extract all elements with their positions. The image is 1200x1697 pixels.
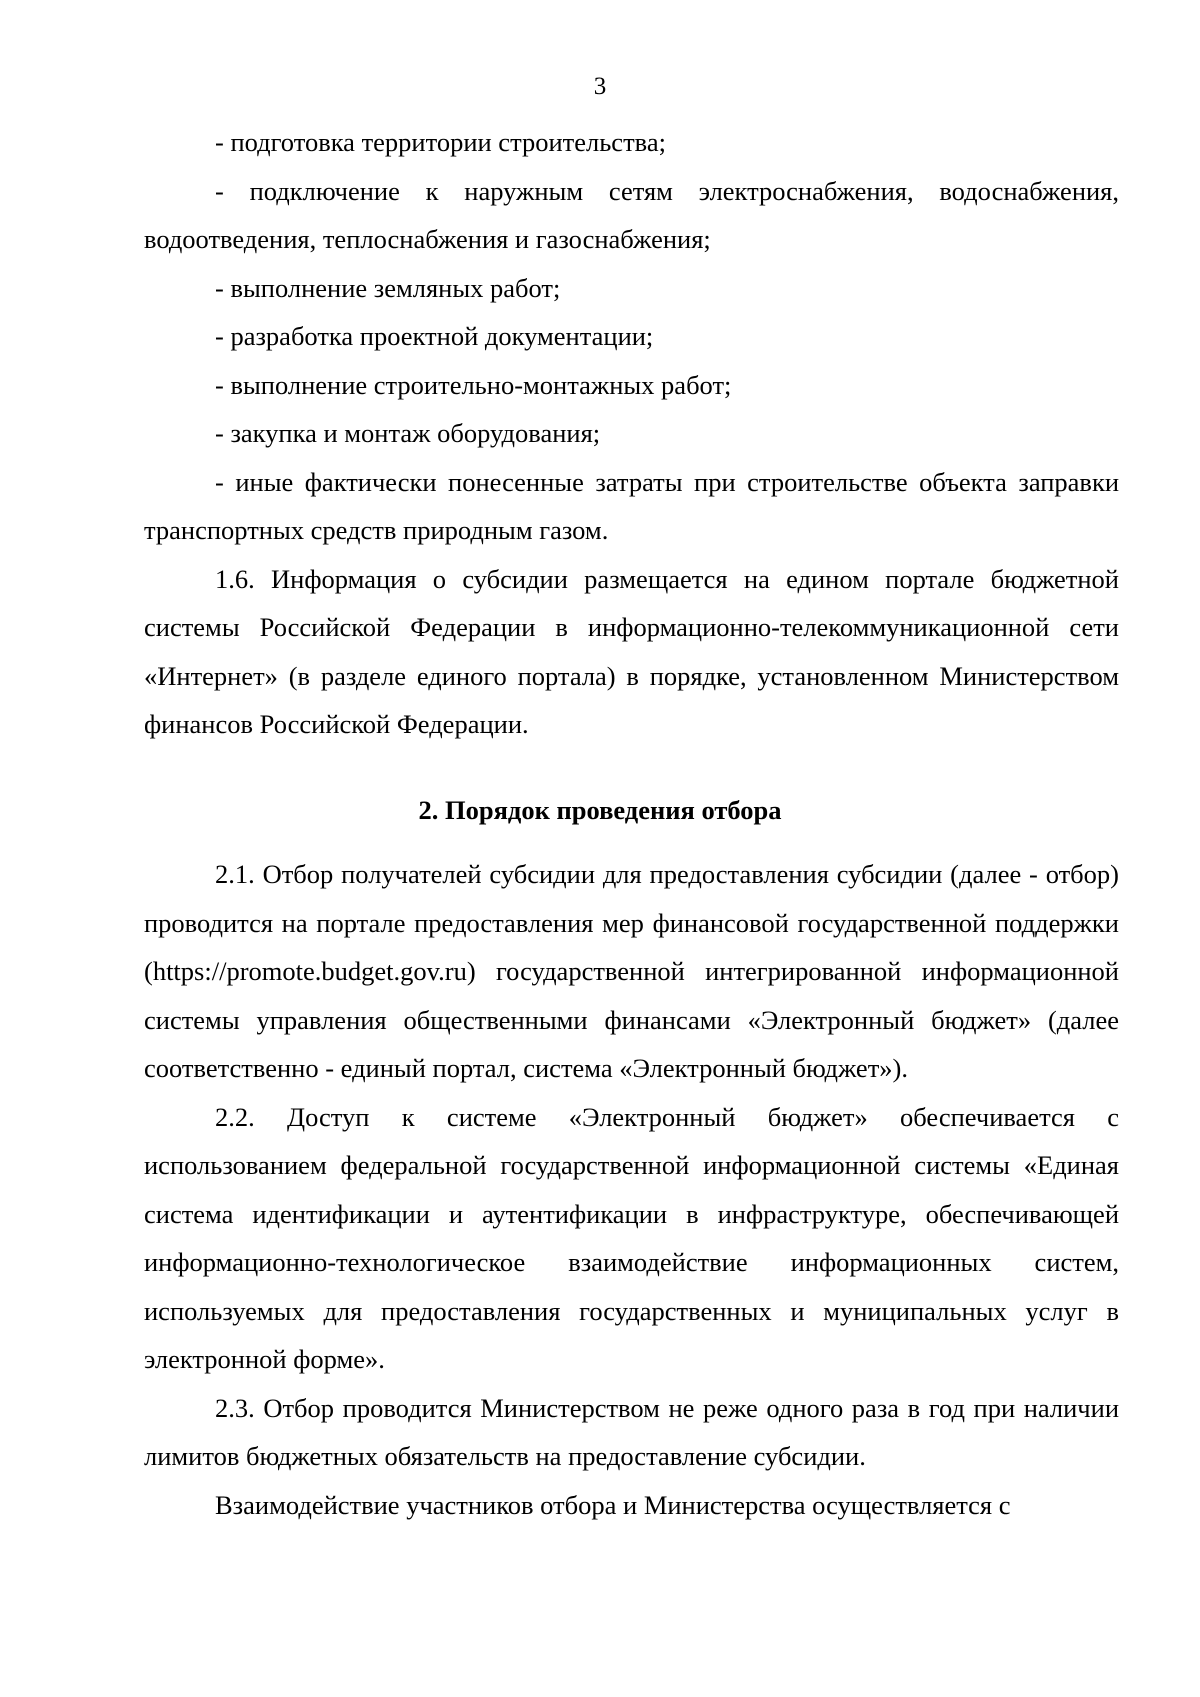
body-text-bottom: [144, 850, 1119, 1529]
paragraph: - выполнение строительно-монтажных работ;: [215, 369, 732, 400]
paragraph: - иные фактически понесенные затраты при строительстве объекта заправки транспортных средств природным газом.: [144, 466, 1119, 545]
paragraph: 2.3. Отбор проводится Министерством не реже одного раза в год при наличии лимитов бюджетных обязательств на предоставление субсидии.: [144, 1392, 1119, 1471]
section-heading: 2. Порядок проведения отбора: [418, 795, 782, 825]
paragraph: - разработка проектной документации;: [215, 321, 654, 351]
body-text-top: [144, 118, 1119, 749]
paragraph: - подготовка территории строительства;: [215, 127, 666, 157]
paragraph: - закупка и монтаж оборудования;: [215, 418, 601, 448]
page-number: 3: [593, 73, 607, 100]
paragraph: 1.6. Информация о субсидии размещается на едином портале бюджетной системы Российской Федерации в информационно-телекоммуникационной сети «Интернет» (в разделе единого портала) в порядке, установленном Министерством финансов Российской Федерации.: [144, 563, 1119, 739]
paragraph: - подключение к наружным сетям электроснабжения, водоснабжения, водоотведения, теплоснабжения и газоснабжения;: [144, 175, 1119, 254]
paragraph: - выполнение земляных работ;: [215, 272, 561, 303]
paragraph: 2.2. Доступ к системе «Электронный бюджет» обеспечивается с использованием федеральной государственной информационной системы «Единая система идентификации и аутентификации в инфраструктуре, обеспечивающей информационно-технологическое взаимодействие информационных систем, используемых для предоставления государственных и муниципальных услуг в электронной форме».: [144, 1101, 1119, 1374]
paragraph: 2.1. Отбор получателей субсидии для предоставления субсидии (далее - отбор) проводится на портале предоставления мер финансовой государственной поддержки (https://promote.budget.gov.ru) государственной интегрированной информационной системы управления общественными финансами «Электронный бюджет» (далее соответственно - единый портал, система «Электронный бюджет»).: [144, 859, 1119, 1083]
paragraph: Взаимодействие участников отбора и Министерства осуществляется с: [215, 1489, 1011, 1520]
